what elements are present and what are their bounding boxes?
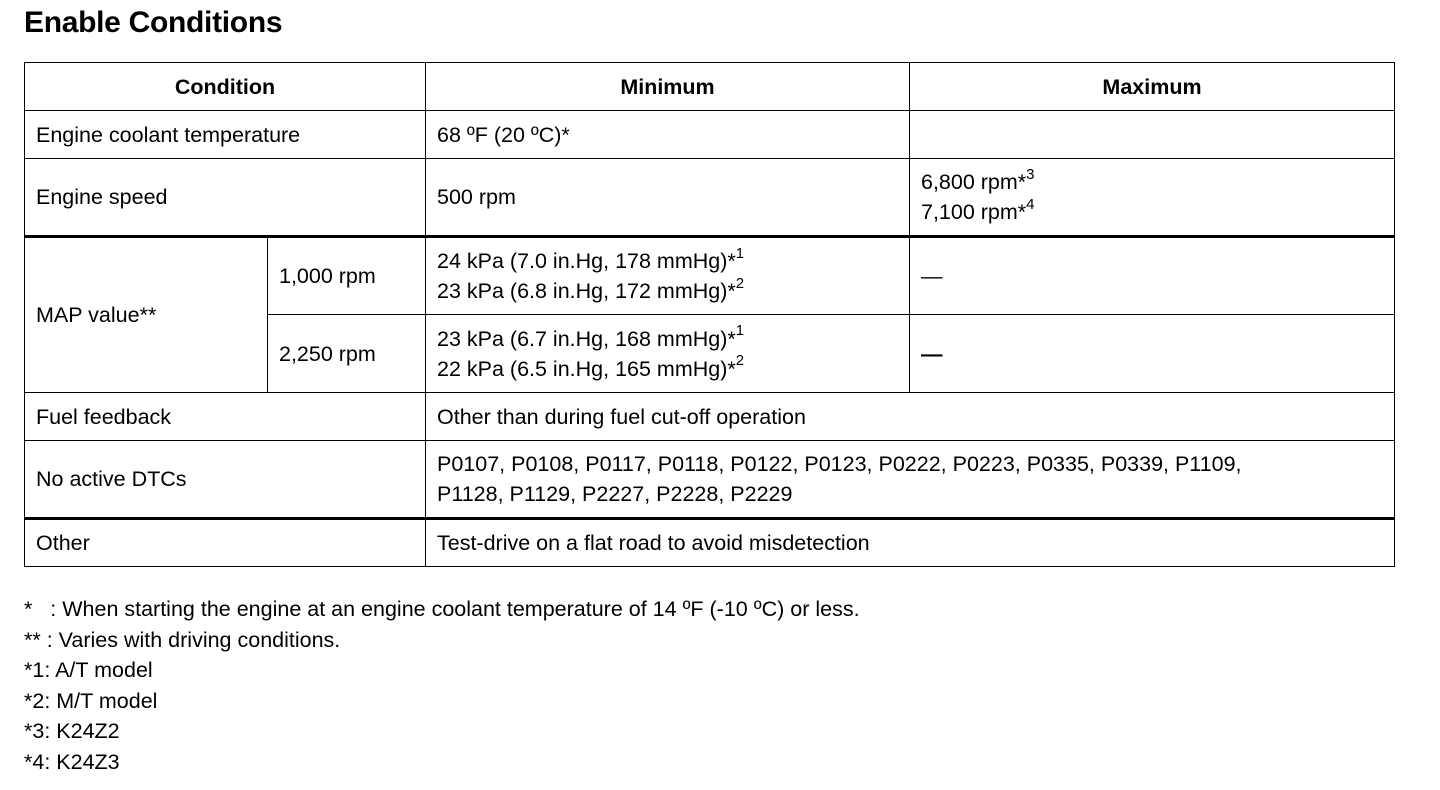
cell-rpm: 2,250 rpm [268, 315, 426, 393]
table-row [25, 519, 1395, 567]
cell-minimum: 500 rpm [426, 159, 910, 237]
cell-value: Test-drive on a flat road to avoid misdetection [426, 519, 1395, 567]
footnotes [24, 594, 860, 778]
value-line [437, 354, 898, 384]
table-row [25, 393, 1395, 441]
value-line [921, 167, 1383, 197]
cell-condition: MAP value** [25, 237, 268, 393]
cell-rpm: 1,000 rpm [268, 237, 426, 315]
table-row [25, 441, 1395, 519]
header-maximum: Maximum [910, 63, 1395, 111]
header-condition: Condition [25, 63, 426, 111]
cell-value [426, 441, 1395, 519]
footnote: ** : Varies with driving conditions. [24, 627, 341, 652]
value-text: 23 kPa (6.8 in.Hg, 172 mmHg)* [437, 279, 736, 303]
value-line [437, 246, 898, 276]
cell-maximum [910, 111, 1395, 159]
cell-maximum: — [910, 315, 1395, 393]
value-text: 6,800 rpm* [921, 170, 1027, 194]
value-line [437, 276, 898, 306]
cell-maximum: — [910, 237, 1395, 315]
cell-minimum [426, 315, 910, 393]
footnote: *2: M/T model [24, 688, 158, 713]
cell-condition: Fuel feedback [25, 393, 426, 441]
header-minimum: Minimum [426, 63, 910, 111]
table-header-row [25, 63, 1395, 111]
table-row [25, 237, 1395, 315]
footnote: *3: K24Z2 [24, 719, 120, 744]
enable-conditions-table [24, 62, 1395, 567]
footnote: *1: A/T model [24, 658, 153, 683]
value-line [437, 324, 898, 354]
cell-condition: No active DTCs [25, 441, 426, 519]
footnote-ref: 2 [735, 274, 745, 292]
footnote-ref: 1 [735, 244, 745, 262]
table-row [25, 111, 1395, 159]
value-text: 23 kPa (6.7 in.Hg, 168 mmHg)* [437, 326, 736, 351]
footnote: * : When starting the engine at an engine coolant temperature of 14 ºF (-10 ºC) or less. [24, 597, 860, 621]
value-line: P1128, P1129, P2227, P2228, P2229 [437, 482, 793, 506]
cell-condition: Engine coolant temperature [25, 111, 426, 159]
cell-minimum [426, 237, 910, 315]
cell-condition: Engine speed [25, 159, 426, 237]
footnote: *4: K24Z3 [24, 749, 120, 774]
cell-value: Other than during fuel cut-off operation [426, 393, 1395, 441]
value-line: P0107, P0108, P0117, P0118, P0122, P0123, P0222, P0223, P0335, P0339, P1109, [437, 452, 1242, 476]
footnote-ref: 4 [1026, 195, 1035, 213]
table-row [25, 159, 1395, 237]
page-title: Enable Conditions [24, 6, 283, 39]
value-line [921, 197, 1383, 227]
footnote-ref: 3 [1026, 165, 1035, 183]
value-text: 24 kPa (7.0 in.Hg, 178 mmHg)* [437, 249, 736, 273]
cell-minimum: 68 ºF (20 ºC)* [426, 111, 910, 159]
footnote-ref: 1 [735, 322, 745, 340]
cell-condition: Other [25, 519, 426, 567]
value-text: 22 kPa (6.5 in.Hg, 165 mmHg)* [437, 356, 736, 381]
cell-maximum [910, 159, 1395, 237]
footnote-ref: 2 [735, 352, 745, 370]
value-text: 7,100 rpm* [921, 200, 1027, 224]
